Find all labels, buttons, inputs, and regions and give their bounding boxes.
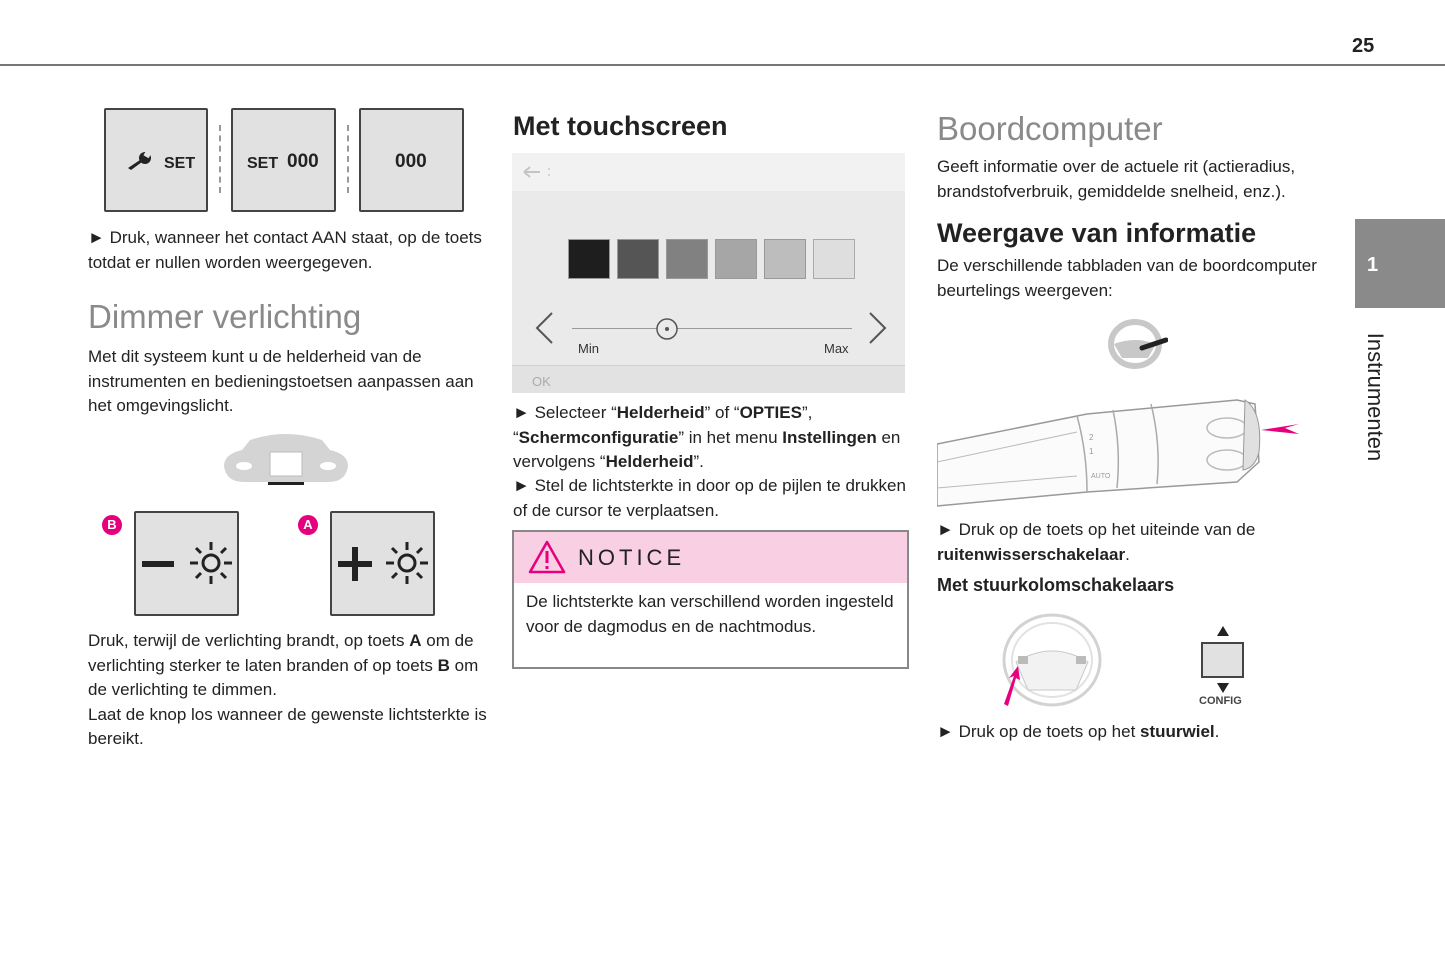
dim-up-key <box>330 511 435 616</box>
svg-text:AUTO: AUTO <box>1091 473 1111 480</box>
control-term: ruitenwisserschakelaar <box>937 544 1126 564</box>
key-separator <box>347 125 349 193</box>
chapter-number: 1 <box>1367 254 1379 276</box>
text: Laat de knop los wanneer de gewenste lichtsterkte is bereikt. <box>88 704 487 748</box>
set-zero-key <box>231 108 336 212</box>
notice-box <box>512 530 909 669</box>
brightness-swatch <box>568 239 610 279</box>
warning-icon <box>528 540 566 574</box>
zero-key <box>359 108 464 212</box>
text: ” of “ <box>704 403 740 422</box>
key-separator <box>219 125 221 193</box>
header-rule <box>0 64 1445 66</box>
back-arrow-icon <box>522 165 552 179</box>
slider-track[interactable] <box>572 328 852 329</box>
svg-text:1: 1 <box>1089 447 1094 456</box>
text: Druk op de toets op het uiteinde van de <box>958 520 1256 539</box>
touchscreen-heading: Met touchscreen <box>513 111 728 141</box>
reset-instruction: ► Druk, wanneer het contact AAN staat, op de toets totdat er nullen worden weergegeven. <box>88 226 483 275</box>
chevron-left-icon[interactable] <box>534 311 554 345</box>
text: om de verlichting te dimmen. <box>88 655 479 699</box>
dimmer-heading: Dimmer verlichting <box>88 298 362 335</box>
slider-min-label: Min <box>578 341 599 356</box>
brightness-swatch <box>666 239 708 279</box>
set-label: SET <box>247 155 279 172</box>
slider-handle[interactable] <box>656 318 678 340</box>
text: en vervolgens “ <box>513 427 901 471</box>
minus-icon <box>142 561 174 567</box>
chevron-right-icon[interactable] <box>868 311 888 345</box>
text: Selecteer “ <box>534 403 617 422</box>
brightness-swatch <box>813 239 855 279</box>
text: Druk, terwijl de verlichting brandt, op toets <box>88 631 410 650</box>
brightness-icon <box>188 540 234 586</box>
menu-term: Helderheid <box>616 403 705 422</box>
brightness-icon <box>384 540 430 586</box>
notice-body: De lichtsterkte kan verschillend worden ingesteld voor de dagmodus en de nachtmodus. <box>526 592 894 636</box>
touchscreen-brightness-screen <box>512 153 905 393</box>
notice-title: NOTICE <box>578 545 686 570</box>
page-number: 25 <box>1352 35 1375 57</box>
key-b-ref: B <box>437 655 450 675</box>
chapter-tab <box>1355 219 1445 308</box>
steering-wheel-icon <box>1108 318 1168 370</box>
set-wrench-key <box>104 108 208 212</box>
brightness-swatch <box>764 239 806 279</box>
dim-down-key <box>134 511 239 616</box>
touchscreen-step-1 <box>513 401 908 475</box>
trip-computer-heading: Boordcomputer <box>937 110 1163 147</box>
plus-icon <box>338 547 372 581</box>
text: . <box>1214 722 1220 741</box>
chapter-title: Instrumenten <box>1363 332 1388 462</box>
text: ”, “ <box>513 403 813 447</box>
ok-button[interactable]: OK <box>532 374 551 389</box>
wiper-instruction <box>937 518 1337 567</box>
slider-max-label: Max <box>824 341 849 356</box>
menu-term: Schermconfiguratie <box>518 427 679 447</box>
steering-wheel-instruction <box>937 720 1337 745</box>
config-key <box>1201 642 1244 678</box>
steering-controls-heading: Met stuurkolomschakelaars <box>937 575 1175 595</box>
trip-computer-intro: Geeft informatie over de actuele rit (actieradius, brandstofverbruik, gemiddelde snelheid, enz.). <box>937 157 1296 201</box>
text: . <box>1125 544 1130 564</box>
display-info-heading: Weergave van informatie <box>937 218 1257 248</box>
zero-digits: 000 <box>287 151 319 172</box>
brightness-swatch <box>715 239 757 279</box>
wiper-stalk-illustration <box>937 392 1307 510</box>
menu-term: Instellingen <box>782 427 877 447</box>
text: Druk op de toets op het <box>958 722 1141 741</box>
notice-header <box>514 532 907 583</box>
screen-header <box>512 153 905 191</box>
wrench-icon <box>126 152 154 172</box>
steering-wheel-illustration <box>996 610 1106 710</box>
svg-text:2: 2 <box>1089 433 1094 442</box>
dimmer-instructions <box>88 629 488 752</box>
display-info-intro: De verschillende tabbladen van de boordcomputer beurtelings weergeven: <box>937 256 1317 300</box>
badge-b: B <box>102 515 122 535</box>
menu-term: OPTIES <box>739 403 802 422</box>
text: ”. <box>693 452 704 471</box>
menu-term: Helderheid <box>605 452 694 471</box>
dimmer-intro: Met dit systeem kunt u de helderheid van de instrumenten en bedieningstoetsen aanpassen aan het omgevingslicht. <box>88 347 474 415</box>
set-label: SET <box>164 155 196 172</box>
brightness-swatch <box>617 239 659 279</box>
arrow-up-icon <box>1216 625 1230 637</box>
screen-footer <box>512 365 905 393</box>
control-term: stuurwiel <box>1140 722 1215 741</box>
text: ” in het menu <box>678 427 783 447</box>
arrow-down-icon <box>1216 682 1230 694</box>
config-label: CONFIG <box>1199 695 1242 707</box>
zero-digits: 000 <box>395 151 427 172</box>
dashboard-illustration <box>220 432 352 488</box>
text: om de verlichting sterker te laten branden of op toets <box>88 631 474 675</box>
key-a-ref: A <box>409 631 422 650</box>
touchscreen-step-2: ► Stel de lichtsterkte in door op de pijlen te drukken of de cursor te verplaatsen. <box>513 474 908 523</box>
badge-a: A <box>298 515 318 535</box>
